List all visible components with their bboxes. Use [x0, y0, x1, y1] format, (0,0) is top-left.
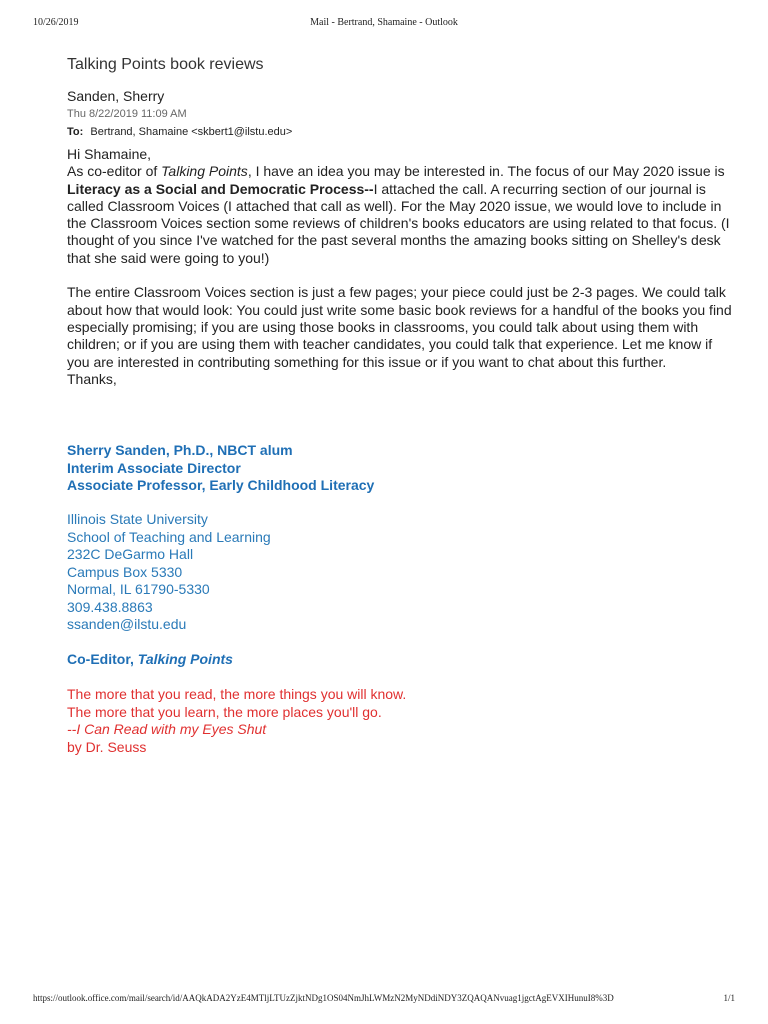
body-paragraph-1: As co-editor of Talking Points, I have an idea you may be interested in. The focus of our May 2020 issue is Literacy as a Social and Democratic Process--I attached the call. A recurring section of our journal is called Classroom Voices (I attached that call as well). For the May 2020 issue, we would love to include in the Classroom Voices section some reviews of children's books educators are using related to that focus. (I thought of you since I've watched for the past several months the amazing books sitting on Shelley's desk that she said were going to you!) — [67, 163, 730, 266]
contact-phone[interactable]: 309.438.8863 — [67, 598, 153, 615]
to-label: To: — [67, 126, 84, 138]
contact-city: Normal, IL 61790-5330 — [67, 581, 210, 597]
signature-title-1: Interim Associate Director — [67, 459, 241, 476]
body-paragraph-2: The entire Classroom Voices section is just a few pages; your piece could just be 2-3 pages. We could talk about how that would look: You could just write some basic book reviews for a handful of the books you find especially promising; if you are using those books in classrooms, you could talk about using them with children; or if you are using them with teacher candidates, you could talk that experience. Let me know if you are interested in contributing something for this issue or if you want to chat about this further. — [67, 284, 732, 370]
print-header — [0, 17, 768, 31]
signature-quote — [67, 686, 406, 756]
signature-titles — [67, 442, 374, 495]
issue-focus: Literacy as a Social and Democratic Process-- — [67, 180, 374, 197]
journal-name: Talking Points — [161, 163, 248, 180]
quote-line-2: The more that you learn, the more places you'll go. — [67, 703, 382, 720]
greeting: Hi Shamaine, — [67, 146, 152, 162]
print-page-number: 1/1 — [723, 993, 735, 1003]
print-title: Mail - Bertrand, Shamaine - Outlook — [310, 17, 458, 28]
contact-office: 232C DeGarmo Hall — [67, 546, 194, 562]
print-url: https://outlook.office.com/mail/search/id/AAQkADA2YzE4MTljLTUzZjktNDg1OS04NmJhLWMzN2MyNDdiNDY3ZQAQANvuag1jgctAgEVXIHunuI8%3D — [33, 993, 614, 1003]
quote-author: by Dr. Seuss — [67, 738, 147, 755]
email-to-line — [67, 126, 292, 138]
email-subject: Talking Points book reviews — [67, 56, 264, 73]
email-sent-date: Thu 8/22/2019 11:09 AM — [67, 108, 187, 120]
signature-contact — [67, 511, 271, 634]
print-footer — [0, 993, 768, 1007]
coeditor-journal: Talking Points — [137, 651, 233, 667]
contact-box: Campus Box 5330 — [67, 563, 183, 580]
quote-source: --I Can Read with my Eyes Shut — [67, 721, 267, 737]
contact-school: School of Teaching and Learning — [67, 528, 271, 545]
to-recipient[interactable]: Bertrand, Shamaine <skbert1@ilstu.edu> — [90, 126, 293, 138]
signature-title-2: Associate Professor, Early Childhood Literacy — [67, 477, 375, 493]
contact-university: Illinois State University — [67, 511, 208, 527]
email-sender[interactable]: Sanden, Sherry — [67, 88, 165, 104]
closing-thanks: Thanks, — [67, 370, 117, 387]
print-date: 10/26/2019 — [33, 17, 79, 28]
contact-email[interactable]: ssanden@ilstu.edu — [67, 616, 187, 632]
quote-line-1: The more that you read, the more things you will know. — [67, 686, 407, 702]
coeditor-line: Co-Editor, Talking Points — [67, 651, 233, 667]
signature-name: Sherry Sanden, Ph.D., NBCT alum — [67, 442, 293, 458]
email-body — [67, 146, 737, 388]
